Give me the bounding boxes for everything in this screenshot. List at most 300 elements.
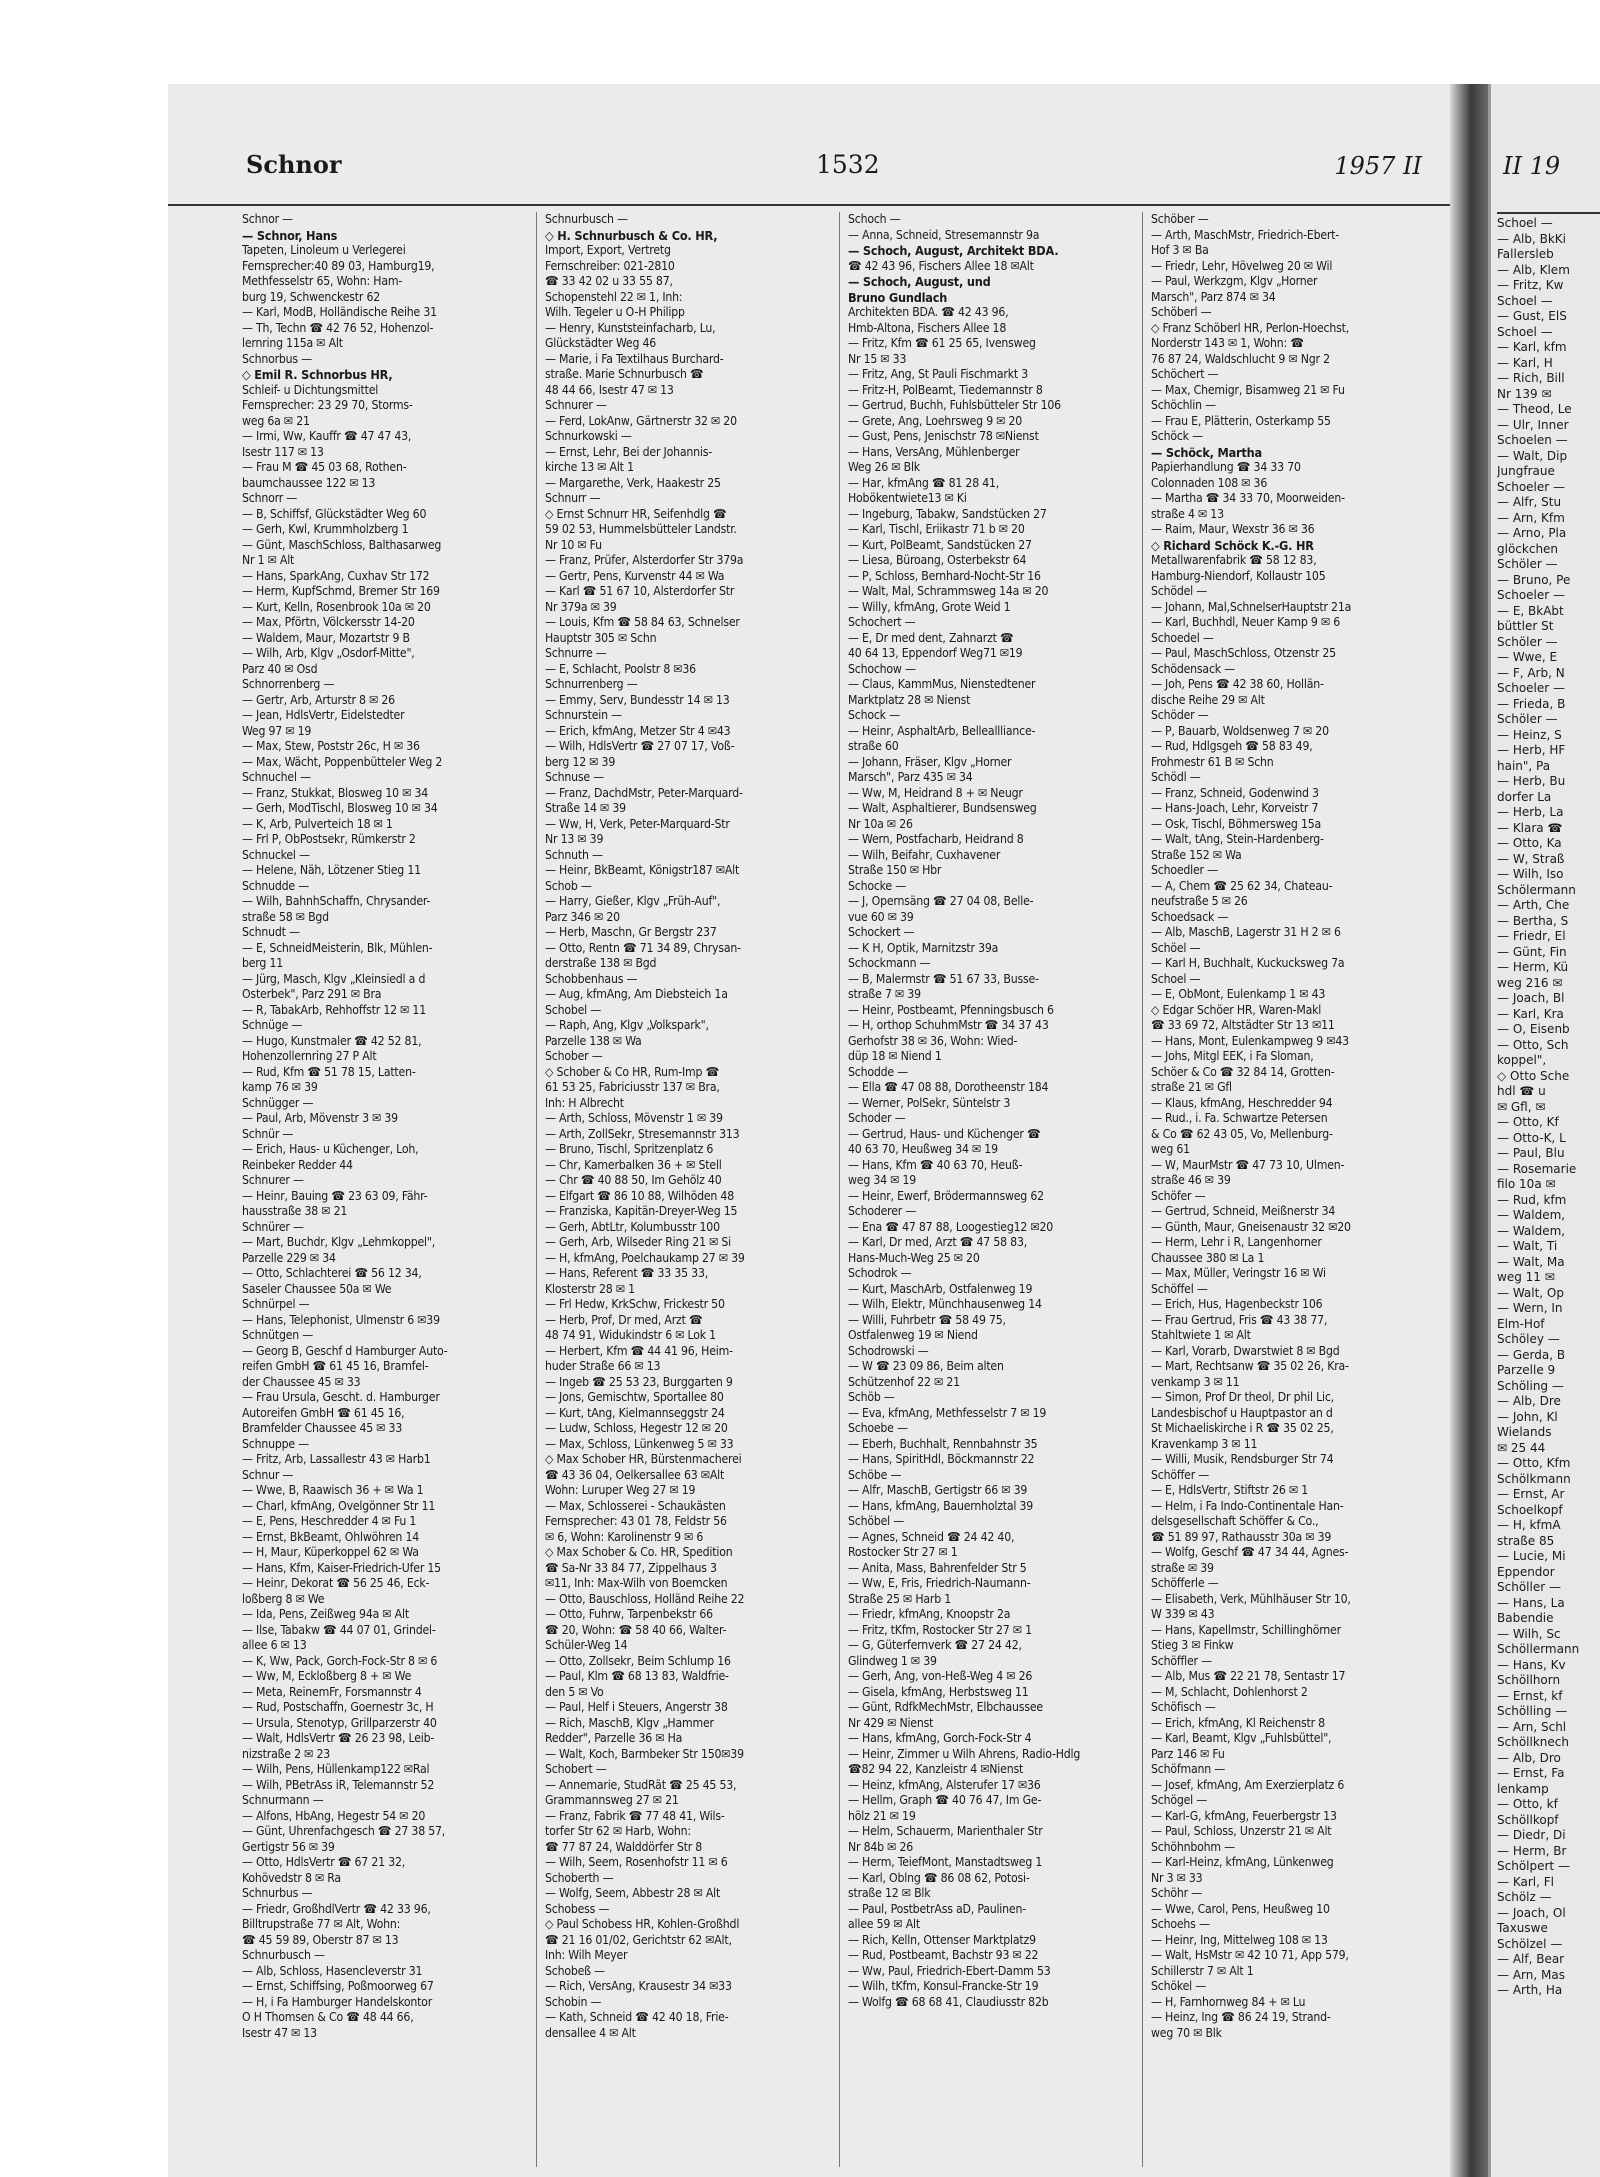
directory-line: — Friedr, GroßhdlVertr ☎ 42 33 96, bbox=[242, 1901, 431, 1916]
directory-line: Frohmestr 61 B ✉ Schn bbox=[1151, 754, 1274, 769]
directory-line: vue 60 ✉ 39 bbox=[848, 909, 914, 924]
directory-line: — Hans, SpiritHdl, Böckmannstr 22 bbox=[848, 1452, 1035, 1466]
adjacent-line: — Rud, kfm bbox=[1497, 1192, 1567, 1207]
directory-line: Schöck — bbox=[1151, 429, 1203, 443]
directory-line: Parz 146 ✉ Fu bbox=[1151, 1746, 1225, 1761]
directory-line: — Max, Schloss, Lünkenweg 5 ✉ 33 bbox=[545, 1436, 734, 1451]
directory-line: — Wilh, HdlsVertr ☎ 27 07 17, Voß- bbox=[545, 739, 735, 753]
directory-line: Schnorbus — bbox=[242, 351, 312, 366]
directory-line: ☎ 42 43 96, Fischers Allee 18 ✉Alt bbox=[848, 258, 1034, 273]
directory-line: straße 4 ✉ 13 bbox=[1151, 506, 1224, 521]
directory-line: — Karl, Beamt, Klgv „Fuhlsbüttel", bbox=[1151, 1731, 1332, 1745]
directory-line: — Paul, MaschSchloss, Otzenstr 25 bbox=[1151, 646, 1336, 660]
directory-page bbox=[168, 84, 1450, 2177]
directory-line: Schnügger — bbox=[242, 1095, 314, 1110]
directory-line: weg 34 ✉ 19 bbox=[848, 1173, 917, 1187]
adjacent-line: filo 10a ✉ bbox=[1497, 1177, 1556, 1191]
directory-line: Nr 15 ✉ 33 bbox=[848, 351, 907, 366]
adjacent-line: — O, Eisenb bbox=[1497, 1022, 1570, 1036]
directory-line: — Elfgart ☎ 86 10 88, Wilhöden 48 bbox=[545, 1188, 734, 1203]
directory-line: Marsch", Parz 874 ✉ 34 bbox=[1151, 289, 1276, 304]
running-head: Schnor bbox=[246, 150, 342, 179]
adjacent-line: — Ernst, Fa bbox=[1497, 1766, 1565, 1780]
directory-line: Parz 40 ✉ Osd bbox=[242, 661, 318, 676]
directory-line: — E, Schlacht, Poolstr 8 ✉36 bbox=[545, 661, 696, 676]
directory-line: — Hans, VersAng, Mühlenberger bbox=[848, 444, 1020, 459]
adjacent-line: Schöler — bbox=[1497, 557, 1558, 571]
directory-line: Hmb-Altona, Fischers Allee 18 bbox=[848, 320, 1007, 335]
directory-columns bbox=[242, 212, 1442, 2167]
adjacent-line: Schölermann bbox=[1497, 882, 1576, 897]
directory-line: — H, Maur, Küperkoppel 62 ✉ Wa bbox=[242, 1545, 419, 1559]
directory-line: — Ida, Pens, Zeißweg 94a ✉ Alt bbox=[242, 1607, 409, 1621]
directory-line: Billtrupstraße 77 ✉ Alt, Wohn: bbox=[242, 1917, 401, 1931]
directory-line: Inh: H Albrecht bbox=[545, 1095, 624, 1110]
directory-line: Klosterstr 28 ✉ 1 bbox=[545, 1281, 635, 1296]
adjacent-line: Schoelen — bbox=[1497, 433, 1568, 447]
directory-line: — Ferd, LokAnw, Gärtnerstr 32 ✉ 20 bbox=[545, 413, 737, 428]
directory-line: — Rud., i. Fa. Schwartze Petersen bbox=[1151, 1111, 1328, 1125]
adjacent-line: — Arth, Che bbox=[1497, 898, 1570, 912]
adjacent-line: — Otto, Kf bbox=[1497, 1115, 1559, 1129]
directory-line: — Alfr, MaschB, Gertigstr 66 ✉ 39 bbox=[848, 1483, 1028, 1497]
adjacent-line: — Karl, Kra bbox=[1497, 1006, 1564, 1021]
adjacent-line: Schoel — bbox=[1497, 293, 1553, 308]
directory-line: — Herm, Lehr i R, Langenhorner bbox=[1151, 1235, 1322, 1249]
directory-line: — Gertrud, Haus- und Küchenger ☎ bbox=[848, 1126, 1041, 1141]
adjacent-line: Eppendor bbox=[1497, 1564, 1555, 1579]
directory-line: — Herb, Maschn, Gr Bergstr 237 bbox=[545, 925, 717, 939]
directory-line: Schöfmann — bbox=[1151, 1762, 1226, 1776]
directory-line: straße 46 ✉ 39 bbox=[1151, 1173, 1231, 1187]
directory-line: — Hugo, Kunstmaler ☎ 42 52 81, bbox=[242, 1033, 422, 1048]
directory-line: — Willy, kfmAng, Grote Weid 1 bbox=[848, 599, 1011, 614]
directory-line: Stahltwiete 1 ✉ Alt bbox=[1151, 1328, 1251, 1342]
directory-line: — Karl H, Buchhalt, Kuckucksweg 7a bbox=[1151, 956, 1345, 970]
directory-line: Marsch", Parz 435 ✉ 34 bbox=[848, 770, 973, 784]
directory-line: Schoedsack — bbox=[1151, 909, 1229, 924]
directory-line: — Erich, Haus- u Küchenger, Loh, bbox=[242, 1142, 419, 1156]
directory-line: Schnurrenberg — bbox=[545, 677, 638, 691]
adjacent-line: — Walt, Dip bbox=[1497, 448, 1568, 463]
directory-line: — Ww, Paul, Friedrich-Ebert-Damm 53 bbox=[848, 1963, 1051, 1978]
directory-line: Schöbe — bbox=[848, 1467, 902, 1482]
directory-line: Nr 3 ✉ 33 bbox=[1151, 1870, 1203, 1885]
directory-line: Schüler-Weg 14 bbox=[545, 1638, 628, 1652]
directory-line: — Raph, Ang, Klgv „Volkspark", bbox=[545, 1018, 709, 1032]
directory-line: — Klaus, kfmAng, Heschredder 94 bbox=[1151, 1095, 1333, 1110]
adjacent-line: — Otto, Sch bbox=[1497, 1037, 1569, 1052]
directory-line: Schnurer — bbox=[545, 398, 607, 412]
directory-line: — E, SchneidMeisterin, Blk, Mühlen- bbox=[242, 940, 433, 955]
directory-line: — Kurt, tAng, Kielmannseggstr 24 bbox=[545, 1405, 725, 1420]
directory-line: Schobert — bbox=[545, 1762, 607, 1776]
directory-line: hölz 21 ✉ 19 bbox=[848, 1808, 916, 1823]
directory-line: — Claus, KammMus, Nienstedtener bbox=[848, 677, 1036, 691]
directory-line: — Gisela, kfmAng, Herbstsweg 11 bbox=[848, 1684, 1029, 1699]
directory-line: Schödl — bbox=[1151, 770, 1201, 784]
directory-line: Marktplatz 28 ✉ Nienst bbox=[848, 692, 971, 707]
directory-line: — Franziska, Kapitän-Dreyer-Weg 15 bbox=[545, 1204, 738, 1218]
directory-line: nizstraße 2 ✉ 23 bbox=[242, 1746, 330, 1761]
adjacent-line: Taxuswe bbox=[1497, 1921, 1548, 1935]
directory-line: berg 11 bbox=[242, 956, 283, 970]
adjacent-line: Schölzel — bbox=[1497, 1936, 1563, 1951]
directory-line: — Günt, Uhrenfachgesch ☎ 27 38 57, bbox=[242, 1824, 446, 1838]
directory-line: Schödel — bbox=[1151, 584, 1208, 598]
directory-line: — Gerh, Arb, Wilseder Ring 21 ✉ Si bbox=[545, 1235, 732, 1249]
directory-line: — Fritz, tKfm, Rostocker Str 27 ✉ 1 bbox=[848, 1622, 1032, 1637]
directory-line: — Hans, kfmAng, Bauernholztal 39 bbox=[848, 1498, 1034, 1513]
directory-line: Schnürpel — bbox=[242, 1297, 310, 1311]
directory-line: Architekten BDA. ☎ 42 43 96, bbox=[848, 305, 1009, 319]
adjacent-line: — Walt, Op bbox=[1497, 1285, 1564, 1300]
directory-line: Schöffer — bbox=[1151, 1467, 1210, 1482]
directory-line: straße. Marie Schnurbusch ☎ bbox=[545, 367, 704, 381]
directory-line: — G, Güterfernverk ☎ 27 24 42, bbox=[848, 1638, 1022, 1652]
directory-line: — Helm, i Fa Indo-Continentale Han- bbox=[1151, 1498, 1344, 1513]
directory-line: Fernschreiber: 021-2810 bbox=[545, 258, 675, 273]
adjacent-line: — Diedr, Di bbox=[1497, 1828, 1566, 1842]
adjacent-line: — Alf, Bear bbox=[1497, 1952, 1565, 1966]
directory-line: — Ursula, Stenotyp, Grillparzerstr 40 bbox=[242, 1715, 437, 1730]
directory-line: weg 61 bbox=[1151, 1142, 1190, 1156]
directory-line: — H, kfmAng, Poelchaukamp 27 ✉ 39 bbox=[545, 1250, 745, 1265]
adjacent-line: — Otto-K, L bbox=[1497, 1130, 1566, 1145]
directory-line: — Paul, Arb, Mövenstr 3 ✉ 39 bbox=[242, 1111, 398, 1125]
directory-line: ☎82 94 22, Kanzleistr 4 ✉Nienst bbox=[848, 1762, 1024, 1776]
directory-line: Nr 429 ✉ Nienst bbox=[848, 1715, 934, 1730]
directory-line: Parzelle 138 ✉ Wa bbox=[545, 1033, 642, 1048]
directory-line: — Osk, Tischl, Böhmersweg 15a bbox=[1151, 816, 1322, 831]
directory-line: Schödensack — bbox=[1151, 661, 1235, 676]
adjacent-line: weg 216 ✉ bbox=[1497, 975, 1563, 990]
adjacent-line: — John, Kl bbox=[1497, 1409, 1558, 1424]
directory-line: ☎ 43 36 04, Oelkersallee 63 ✉Alt bbox=[545, 1467, 725, 1482]
directory-line: straße 12 ✉ Blk bbox=[848, 1886, 931, 1900]
directory-line: — Schöck, Martha bbox=[1151, 444, 1262, 460]
directory-line: ◇ Emil R. Schnorbus HR, bbox=[242, 367, 393, 382]
directory-line: Schoehs — bbox=[1151, 1917, 1210, 1931]
adjacent-line: — Karl, kfm bbox=[1497, 340, 1567, 354]
adjacent-line: — E, BkAbt bbox=[1497, 603, 1564, 618]
directory-line: — Jons, Gemischtw, Sportallee 80 bbox=[545, 1390, 724, 1404]
directory-line: Landesbischof u Hauptpastor an d bbox=[1151, 1405, 1333, 1420]
directory-line: Schodrok — bbox=[848, 1266, 912, 1280]
directory-line: — Gertrud, Schneid, Meißnerstr 34 bbox=[1151, 1204, 1336, 1218]
directory-line: — Hans, kfmAng, Gorch-Fock-Str 4 bbox=[848, 1731, 1032, 1745]
directory-line: — Frl Hedw, KrkSchw, Frickestr 50 bbox=[545, 1297, 725, 1311]
directory-line: Schodde — bbox=[848, 1064, 908, 1079]
directory-line: — Max, Wächt, Poppenbütteler Weg 2 bbox=[242, 754, 443, 769]
directory-line: — B, Schiffsf, Glückstädter Weg 60 bbox=[242, 506, 427, 521]
directory-line: — Frau Ursula, Gescht. d. Hamburger bbox=[242, 1390, 440, 1404]
directory-line: — Ww, E, Fris, Friedrich-Naumann- bbox=[848, 1576, 1031, 1590]
adjacent-line: — Herb, La bbox=[1497, 805, 1564, 819]
directory-line: — Margarethe, Verk, Haakestr 25 bbox=[545, 475, 721, 490]
directory-line: & Co ☎ 62 43 05, Vo, Mellenburg- bbox=[1151, 1126, 1333, 1141]
adjacent-line: — Friedr, El bbox=[1497, 929, 1566, 943]
directory-line: straße ✉ 39 bbox=[1151, 1560, 1214, 1575]
directory-line: — Wolfg, Geschf ☎ 47 34 44, Agnes- bbox=[1151, 1545, 1349, 1559]
adjacent-line: Schöllermann bbox=[1497, 1642, 1580, 1656]
directory-line: — Otto, HdlsVertr ☎ 67 21 32, bbox=[242, 1855, 406, 1869]
directory-line: — Friedr, kfmAng, Knoopstr 2a bbox=[848, 1607, 1011, 1621]
directory-line: — R, TabakArb, Rehhoffstr 12 ✉ 11 bbox=[242, 1002, 426, 1017]
directory-line: — Meta, ReinemFr, Forsmannstr 4 bbox=[242, 1684, 422, 1699]
adjacent-line: — Herb, HF bbox=[1497, 743, 1566, 757]
directory-line: — Günt, MaschSchloss, Balthasarweg bbox=[242, 537, 442, 552]
directory-line: — Kurt, PolBeamt, Sandstücken 27 bbox=[848, 537, 1032, 552]
directory-line: — Hans, Kfm, Kaiser-Friedrich-Ufer 15 bbox=[242, 1560, 441, 1575]
directory-line: straße 7 ✉ 39 bbox=[848, 987, 921, 1001]
directory-line: Hamburg-Niendorf, Kollaustr 105 bbox=[1151, 568, 1326, 583]
directory-line: Schobess — bbox=[545, 1901, 610, 1916]
directory-line: — Ww, H, Verk, Peter-Marquard-Str bbox=[545, 816, 730, 831]
directory-line: — Joh, Pens ☎ 42 38 60, Hollän- bbox=[1151, 677, 1324, 691]
directory-line: — E, Dr med dent, Zahnarzt ☎ bbox=[848, 630, 1014, 645]
directory-line: — Franz, Fabrik ☎ 77 48 41, Wils- bbox=[545, 1808, 725, 1823]
adjacent-line: — Arn, Kfm bbox=[1497, 510, 1565, 525]
directory-line: — E, HdlsVertr, Stiftstr 26 ✉ 1 bbox=[1151, 1483, 1308, 1497]
directory-line: Schnor — bbox=[242, 212, 293, 226]
adjacent-line: — W, Straß bbox=[1497, 851, 1565, 866]
directory-line: — Hans-Joach, Lehr, Korveistr 7 bbox=[1151, 801, 1319, 815]
directory-line: — Fritz, Ang, St Pauli Fischmarkt 3 bbox=[848, 367, 1029, 381]
directory-line: — Ernst, Schiffsing, Poßmoorweg 67 bbox=[242, 1979, 434, 1993]
adjacent-line: — Hans, Kv bbox=[1497, 1657, 1566, 1672]
directory-line: Schöder — bbox=[1151, 708, 1209, 722]
directory-line: straße 58 ✉ Bgd bbox=[242, 909, 329, 924]
directory-line: — Rud, Postbeamt, Bachstr 93 ✉ 22 bbox=[848, 1948, 1039, 1962]
directory-line: Weg 97 ✉ 19 bbox=[242, 723, 312, 738]
directory-line: Inh: Wilh Meyer bbox=[545, 1948, 628, 1962]
directory-line: Schodrowski — bbox=[848, 1343, 929, 1358]
directory-line: Weg 26 ✉ Blk bbox=[848, 460, 920, 474]
directory-line: Schöffler — bbox=[1151, 1653, 1212, 1668]
directory-line: Schnütgen — bbox=[242, 1328, 314, 1342]
adjacent-page bbox=[1488, 84, 1600, 2177]
directory-line: — Bruno, Tischl, Spritzenplatz 6 bbox=[545, 1142, 714, 1156]
directory-line: — Hans, Telephonist, Ulmenstr 6 ✉39 bbox=[242, 1312, 440, 1327]
directory-line: Bruno Gundlach bbox=[848, 289, 948, 305]
directory-line: — Walt, tAng, Stein-Hardenberg- bbox=[1151, 832, 1324, 846]
directory-line: — Karl, Oblng ☎ 86 08 62, Potosi- bbox=[848, 1870, 1030, 1885]
directory-line: — Schoch, August, und bbox=[848, 274, 991, 289]
directory-line: Stieg 3 ✉ Finkw bbox=[1151, 1638, 1234, 1652]
directory-line: — Frau M ☎ 45 03 68, Rothen- bbox=[242, 460, 407, 474]
directory-line: Wohn: Luruper Weg 27 ✉ 19 bbox=[545, 1483, 696, 1497]
directory-line: — Karl-G, kfmAng, Feuerbergstr 13 bbox=[1151, 1808, 1337, 1823]
directory-line: — Rud, Hdlgsgeh ☎ 58 83 49, bbox=[1151, 739, 1313, 753]
directory-line: — Wilh, Seem, Rosenhofstr 11 ✉ 6 bbox=[545, 1855, 728, 1869]
directory-line: — Hans, Kfm ☎ 40 63 70, Heuß- bbox=[848, 1157, 1023, 1172]
adjacent-line: — Walt, Ma bbox=[1497, 1254, 1565, 1269]
directory-line: Schnür — bbox=[242, 1126, 294, 1141]
directory-line: ◇ Richard Schöck K.-G. HR bbox=[1151, 537, 1314, 553]
directory-line: — Kath, Schneid ☎ 42 40 18, Frie- bbox=[545, 2010, 729, 2024]
directory-line: — Fritz-H, PolBeamt, Tiedemannstr 8 bbox=[848, 382, 1043, 397]
directory-line: Schoderer — bbox=[848, 1204, 917, 1218]
directory-line: dische Reihe 29 ✉ Alt bbox=[1151, 692, 1265, 707]
directory-line: St Michaeliskirche i R ☎ 35 02 25, bbox=[1151, 1421, 1334, 1435]
adjacent-line: ◇ Otto Sche bbox=[1497, 1068, 1570, 1083]
directory-line: Schillerstr 7 ✉ Alt 1 bbox=[1151, 1963, 1254, 1978]
directory-line: — Fritz, Kfm ☎ 61 25 65, Ivensweg bbox=[848, 336, 1036, 350]
directory-line: Reinbeker Redder 44 bbox=[242, 1157, 353, 1172]
adjacent-line: — Arno, Pla bbox=[1497, 526, 1567, 540]
directory-line: — Elisabeth, Verk, Mühlhäuser Str 10, bbox=[1151, 1591, 1351, 1606]
directory-line: — Paul, Klm ☎ 68 13 83, Waldfrie- bbox=[545, 1669, 729, 1683]
directory-line: Schnurre — bbox=[545, 646, 607, 660]
adjacent-line: Wielands bbox=[1497, 1425, 1552, 1439]
adjacent-line: — Frieda, B bbox=[1497, 696, 1566, 711]
directory-line: — Hans, SparkAng, Cuxhav Str 172 bbox=[242, 568, 430, 583]
directory-line: Ostfalenweg 19 ✉ Niend bbox=[848, 1328, 978, 1342]
directory-line: straße 21 ✉ Gfl bbox=[1151, 1080, 1232, 1094]
directory-line: — Walt, Asphaltierer, Bundsensweg bbox=[848, 801, 1037, 815]
directory-line: Redder", Parzelle 36 ✉ Ha bbox=[545, 1731, 683, 1745]
directory-line: Schöhnbohm — bbox=[1151, 1839, 1235, 1854]
directory-line: — Chr ☎ 40 88 50, Im Gehölz 40 bbox=[545, 1173, 722, 1187]
directory-line: — Raim, Maur, Wexstr 36 ✉ 36 bbox=[1151, 522, 1315, 536]
adjacent-line: — Waldem, bbox=[1497, 1208, 1566, 1222]
directory-line: — Mart, Rechtsanw ☎ 35 02 26, Kra- bbox=[1151, 1359, 1349, 1373]
directory-line: — Arth, ZollSekr, Stresemannstr 313 bbox=[545, 1126, 740, 1141]
directory-line: 61 53 25, Fabriciusstr 137 ✉ Bra, bbox=[545, 1080, 720, 1094]
adjacent-line: — Bruno, Pe bbox=[1497, 572, 1571, 587]
directory-line: den 5 ✉ Vo bbox=[545, 1684, 604, 1699]
adjacent-line: — Alb, BkKi bbox=[1497, 231, 1566, 246]
directory-line: Schnudde — bbox=[242, 878, 309, 893]
directory-line: — Otto, Zollsekr, Beim Schlump 16 bbox=[545, 1653, 731, 1668]
directory-line: — Heinr, Ing, Mittelweg 108 ✉ 13 bbox=[1151, 1932, 1328, 1947]
directory-line: Kohövedstr 8 ✉ Ra bbox=[242, 1870, 341, 1885]
directory-line: Schöhr — bbox=[1151, 1886, 1202, 1900]
directory-line: Nr 84b ✉ 26 bbox=[848, 1839, 913, 1854]
directory-line: — Walt, HsMstr ✉ 42 10 71, App 579, bbox=[1151, 1948, 1349, 1962]
directory-line: — Walt, Mal, Schrammsweg 14a ✉ 20 bbox=[848, 584, 1049, 598]
column-3 bbox=[848, 212, 1143, 2167]
adjacent-line: lenkamp bbox=[1497, 1781, 1549, 1796]
directory-line: Straße 14 ✉ 39 bbox=[545, 801, 626, 815]
directory-line: ✉11, Inh: Max-Wilh von Boemcken bbox=[545, 1576, 728, 1590]
directory-line: 48 74 91, Widukindstr 6 ✉ Lok 1 bbox=[545, 1328, 716, 1342]
directory-line: — Heinz, Ing ☎ 86 24 19, Strand- bbox=[1151, 2010, 1331, 2024]
directory-line: — Charl, kfmAng, Ovelgönner Str 11 bbox=[242, 1498, 436, 1513]
directory-line: — Wern, Postfacharb, Heidrand 8 bbox=[848, 832, 1024, 846]
adjacent-line: — Joach, Bl bbox=[1497, 991, 1565, 1005]
directory-line: Schnuchel — bbox=[242, 770, 311, 784]
adjacent-line: hdl ☎ u bbox=[1497, 1084, 1546, 1098]
directory-line: Schock — bbox=[848, 708, 900, 722]
directory-line: — Grete, Ang, Loehrsweg 9 ✉ 20 bbox=[848, 413, 1023, 428]
directory-line: — Emmy, Serv, Bundesstr 14 ✉ 13 bbox=[545, 692, 730, 707]
directory-line: Schobel — bbox=[545, 1002, 602, 1017]
adjacent-line: — Alb, Dro bbox=[1497, 1750, 1561, 1765]
directory-line: — Herb, Prof, Dr med, Arzt ☎ bbox=[545, 1312, 703, 1327]
directory-line: — Chr, Kamerbalken 36 + ✉ Stell bbox=[545, 1157, 722, 1172]
directory-line: — Karl, Buchhdl, Neuer Kamp 9 ✉ 6 bbox=[1151, 615, 1340, 629]
directory-line: — Karl ☎ 51 67 10, Alsterdorfer Str bbox=[545, 584, 735, 598]
directory-line: — W, MaurMstr ☎ 47 73 10, Ulmen- bbox=[1151, 1157, 1345, 1172]
directory-line: ☎ Sa-Nr 33 84 77, Zippelhaus 3 bbox=[545, 1560, 717, 1575]
directory-line: Nr 379a ✉ 39 bbox=[545, 599, 617, 614]
adjacent-line: büttler St bbox=[1497, 619, 1554, 633]
adjacent-line: Schoel — bbox=[1497, 216, 1553, 230]
adjacent-line: — Paul, Blu bbox=[1497, 1146, 1565, 1160]
directory-line: Schocke — bbox=[848, 878, 906, 893]
directory-line: neufstraße 5 ✉ 26 bbox=[1151, 894, 1248, 908]
directory-line: — Herm, TeiefMont, Manstadtsweg 1 bbox=[848, 1855, 1043, 1869]
directory-line: Schützenhof 22 ✉ 21 bbox=[848, 1374, 960, 1389]
directory-line: — Gerh, Ang, von-Heß-Weg 4 ✉ 26 bbox=[848, 1669, 1033, 1683]
directory-line: — Heinr, AsphaltArb, Belleallliance- bbox=[848, 723, 1036, 738]
directory-line: — Irmi, Ww, Kauffr ☎ 47 47 43, bbox=[242, 429, 412, 443]
directory-line: — Johs, Mitgl EEK, i Fa Sloman, bbox=[1151, 1049, 1314, 1063]
directory-line: — Ena ☎ 47 87 88, Loogestieg12 ✉20 bbox=[848, 1219, 1053, 1234]
adjacent-line: — Klara ☎ bbox=[1497, 820, 1563, 835]
adjacent-line: Babendie bbox=[1497, 1611, 1554, 1625]
adjacent-line: Schöling — bbox=[1497, 1378, 1564, 1393]
directory-line: — Wolfg, Seem, Abbestr 28 ✉ Alt bbox=[545, 1886, 721, 1900]
directory-line: Nr 10a ✉ 26 bbox=[848, 816, 913, 831]
directory-line: — Walt, Koch, Barmbeker Str 150✉39 bbox=[545, 1746, 744, 1761]
adjacent-line: — Theod, Le bbox=[1497, 402, 1572, 416]
directory-line: — Wilh, Pens, Hüllenkamp122 ✉Ral bbox=[242, 1762, 430, 1776]
directory-line: — Werner, PolSekr, Süntelstr 3 bbox=[848, 1095, 1011, 1110]
directory-line: ☎ 20, Wohn: ☎ 58 40 66, Walter- bbox=[545, 1622, 727, 1637]
directory-line: — Hellm, Graph ☎ 40 76 47, Im Ge- bbox=[848, 1793, 1042, 1807]
directory-line: 59 02 53, Hummelsbütteler Landstr. bbox=[545, 522, 737, 536]
adjacent-line: Schoelkopf bbox=[1497, 1502, 1563, 1517]
directory-line: — Günth, Maur, Gneisenaustr 32 ✉20 bbox=[1151, 1219, 1351, 1234]
directory-line: ◇ Paul Schobess HR, Kohlen-Großhdl bbox=[545, 1917, 740, 1931]
directory-line: — Max, Pförtn, Völckersstr 14-20 bbox=[242, 615, 415, 629]
adjacent-line: straße 85 bbox=[1497, 1533, 1555, 1548]
adjacent-line: glöckchen bbox=[1497, 541, 1559, 556]
directory-line: kamp 76 ✉ 39 bbox=[242, 1080, 318, 1094]
adjacent-line: Schölling — bbox=[1497, 1704, 1568, 1718]
directory-line: — Otto, Bauschloss, Holländ Reihe 22 bbox=[545, 1591, 745, 1606]
directory-line: — Walt, HdlsVertr ☎ 26 23 98, Leib- bbox=[242, 1731, 435, 1745]
adjacent-line: — Gust, ElS bbox=[1497, 309, 1567, 323]
adjacent-line: — Waldem, bbox=[1497, 1223, 1566, 1238]
directory-line: Schockmann — bbox=[848, 956, 931, 970]
directory-line: — K, Ww, Pack, Gorch-Fock-Str 8 ✉ 6 bbox=[242, 1653, 438, 1668]
directory-line: — Franz, Stukkat, Blosweg 10 ✉ 34 bbox=[242, 785, 429, 800]
adjacent-line: — Wwe, E bbox=[1497, 650, 1558, 664]
adjacent-line: Fallersleb bbox=[1497, 247, 1554, 261]
adjacent-line: — Karl, Fl bbox=[1497, 1874, 1554, 1889]
directory-line: straße 60 bbox=[848, 739, 899, 753]
directory-line: ◇ H. Schnurbusch & Co. HR, bbox=[545, 227, 718, 243]
directory-line: — Ella ☎ 47 08 88, Dorotheenstr 184 bbox=[848, 1080, 1049, 1094]
directory-line: — P, Schloss, Bernhard-Nocht-Str 16 bbox=[848, 568, 1041, 583]
directory-line: — Louis, Kfm ☎ 58 84 63, Schnelser bbox=[545, 615, 740, 629]
directory-line: — Waldem, Maur, Mozartstr 9 B bbox=[242, 630, 410, 645]
directory-line: — Gerh, Kwl, Krummholzberg 1 bbox=[242, 522, 409, 536]
directory-line: Norderstr 143 ✉ 1, Wohn: ☎ bbox=[1151, 336, 1304, 350]
directory-line: — Ingeb ☎ 25 53 23, Burggarten 9 bbox=[545, 1374, 733, 1389]
directory-line: — Franz, Prüfer, Alsterdorfer Str 379a bbox=[545, 553, 744, 567]
directory-line: ◇ Schober & Co HR, Rum-Imp ☎ bbox=[545, 1064, 720, 1079]
adjacent-line: Schöllhorn bbox=[1497, 1673, 1561, 1687]
directory-line: — Heinr, Ewerf, Brödermannsweg 62 bbox=[848, 1188, 1044, 1203]
directory-line: Hans-Much-Weg 25 ✉ 20 bbox=[848, 1250, 980, 1265]
directory-line: — Otto, Fuhrw, Tarpenbekstr 66 bbox=[545, 1607, 713, 1621]
directory-line: Schopenstehl 22 ✉ 1, Inh: bbox=[545, 289, 683, 304]
